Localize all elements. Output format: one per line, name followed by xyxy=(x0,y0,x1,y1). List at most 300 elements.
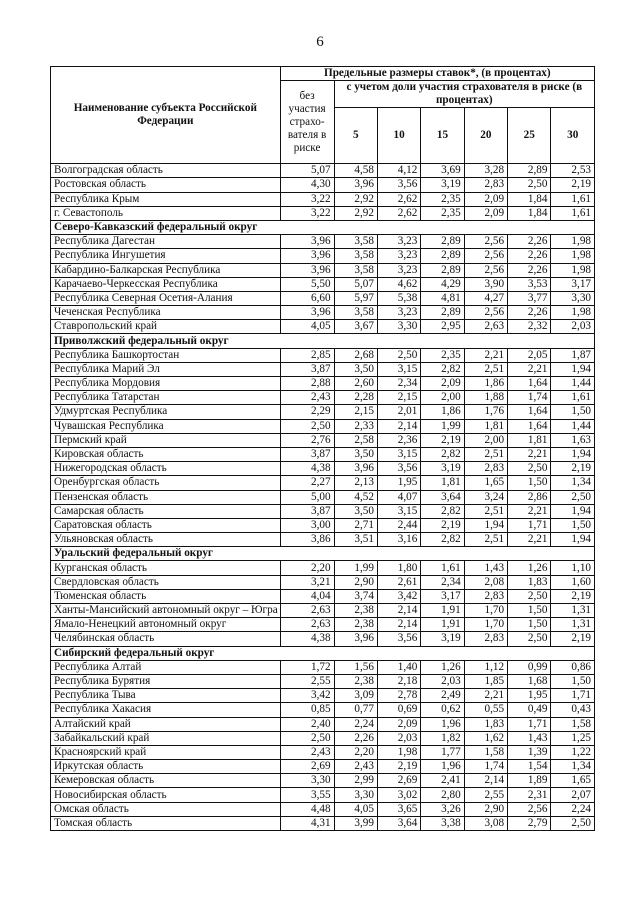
rate-share-30: 2,19 xyxy=(551,632,595,646)
rate-no-share: 2,43 xyxy=(280,745,334,759)
header-no-share: без участия страхо-вателя в риске xyxy=(280,81,334,164)
table-row xyxy=(51,703,595,717)
rate-share-20: 1,85 xyxy=(464,674,507,688)
rate-share-10: 3,64 xyxy=(377,816,420,830)
rate-share-15: 1,77 xyxy=(421,745,464,759)
rate-share-5: 2,13 xyxy=(334,476,377,490)
rate-share-5: 3,50 xyxy=(334,447,377,461)
rate-share-15: 2,35 xyxy=(421,206,464,220)
rate-share-20: 3,24 xyxy=(464,490,507,504)
subject-name: Томская область xyxy=(51,816,281,830)
subject-name: Республика Татарстан xyxy=(51,391,281,405)
rate-no-share: 3,86 xyxy=(280,533,334,547)
rate-share-15: 2,00 xyxy=(421,391,464,405)
rate-share-30: 1,98 xyxy=(551,249,595,263)
subject-name: Республика Тыва xyxy=(51,689,281,703)
district-row xyxy=(51,334,595,348)
subject-name: Ханты-Мансийский автономный округ – Югра xyxy=(51,604,281,618)
rate-no-share: 2,40 xyxy=(280,717,334,731)
table-row xyxy=(51,362,595,376)
rate-share-5: 1,99 xyxy=(334,561,377,575)
rate-share-10: 5,38 xyxy=(377,291,420,305)
rate-share-15: 1,91 xyxy=(421,604,464,618)
header-share-30: 30 xyxy=(551,108,595,164)
rate-no-share: 3,96 xyxy=(280,263,334,277)
rate-share-5: 2,33 xyxy=(334,419,377,433)
rate-share-15: 1,82 xyxy=(421,731,464,745)
rate-share-10: 2,34 xyxy=(377,377,420,391)
rate-share-20: 2,56 xyxy=(464,263,507,277)
rate-share-15: 3,19 xyxy=(421,178,464,192)
rate-share-20: 4,27 xyxy=(464,291,507,305)
subject-name: Омская область xyxy=(51,802,281,816)
subject-name: Республика Башкортостан xyxy=(51,348,281,362)
rate-share-30: 2,19 xyxy=(551,462,595,476)
rate-share-15: 2,82 xyxy=(421,533,464,547)
table-row xyxy=(51,263,595,277)
rate-share-10: 2,69 xyxy=(377,774,420,788)
rate-share-10: 3,15 xyxy=(377,504,420,518)
rate-share-15: 2,80 xyxy=(421,788,464,802)
rate-no-share: 5,50 xyxy=(280,277,334,291)
rate-no-share: 2,85 xyxy=(280,348,334,362)
rate-no-share: 2,43 xyxy=(280,391,334,405)
table-row xyxy=(51,760,595,774)
subject-name: Забайкальский край xyxy=(51,731,281,745)
table-row xyxy=(51,306,595,320)
rate-share-10: 2,19 xyxy=(377,760,420,774)
rate-no-share: 2,76 xyxy=(280,433,334,447)
rate-share-20: 1,76 xyxy=(464,405,507,419)
table-row xyxy=(51,689,595,703)
rate-share-10: 1,80 xyxy=(377,561,420,575)
rate-share-10: 1,98 xyxy=(377,745,420,759)
subject-name: Карачаево-Черкесская Республика xyxy=(51,277,281,291)
table-row xyxy=(51,320,595,334)
subject-name: Волгоградская область xyxy=(51,164,281,178)
rate-share-10: 3,65 xyxy=(377,802,420,816)
rate-share-20: 1,43 xyxy=(464,561,507,575)
district-row xyxy=(51,646,595,660)
rate-share-30: 1,44 xyxy=(551,377,595,391)
rate-no-share: 3,96 xyxy=(280,306,334,320)
rate-share-30: 1,50 xyxy=(551,674,595,688)
subject-name: Курганская область xyxy=(51,561,281,575)
rate-share-20: 2,21 xyxy=(464,689,507,703)
rate-share-20: 2,90 xyxy=(464,802,507,816)
rate-share-5: 2,20 xyxy=(334,745,377,759)
rate-share-10: 3,23 xyxy=(377,263,420,277)
rate-share-15: 2,82 xyxy=(421,504,464,518)
rate-share-15: 4,29 xyxy=(421,277,464,291)
rate-share-25: 2,89 xyxy=(508,164,551,178)
rates-table xyxy=(50,66,595,831)
table-row xyxy=(51,291,595,305)
subject-name: Саратовская область xyxy=(51,518,281,532)
rate-share-30: 1,60 xyxy=(551,575,595,589)
rate-share-10: 2,78 xyxy=(377,689,420,703)
rate-share-10: 4,62 xyxy=(377,277,420,291)
subject-name: Республика Марий Эл xyxy=(51,362,281,376)
district-name: Приволжский федеральный округ xyxy=(51,334,595,348)
rate-no-share: 2,27 xyxy=(280,476,334,490)
table-row xyxy=(51,462,595,476)
rate-share-5: 2,28 xyxy=(334,391,377,405)
rate-share-20: 2,51 xyxy=(464,533,507,547)
rate-share-5: 2,90 xyxy=(334,575,377,589)
rate-share-25: 0,99 xyxy=(508,660,551,674)
rate-share-25: 1,50 xyxy=(508,476,551,490)
rate-share-10: 3,23 xyxy=(377,235,420,249)
table-row xyxy=(51,206,595,220)
rate-share-30: 1,50 xyxy=(551,405,595,419)
rate-no-share: 4,04 xyxy=(280,589,334,603)
table-row xyxy=(51,235,595,249)
table-row xyxy=(51,589,595,603)
rate-no-share: 5,00 xyxy=(280,490,334,504)
rate-share-10: 3,15 xyxy=(377,362,420,376)
rate-share-20: 1,86 xyxy=(464,377,507,391)
table-row xyxy=(51,447,595,461)
rate-share-15: 2,89 xyxy=(421,263,464,277)
rate-share-10: 2,14 xyxy=(377,618,420,632)
rate-share-25: 1,71 xyxy=(508,518,551,532)
header-rates-group: Предельные размеры ставок*, (в процентах) xyxy=(280,67,594,81)
table-row xyxy=(51,249,595,263)
header-subject-name: Наименование субъекта Российской Федерации xyxy=(51,67,281,164)
table-row xyxy=(51,192,595,206)
district-row xyxy=(51,220,595,234)
table-row xyxy=(51,164,595,178)
rate-no-share: 3,22 xyxy=(280,192,334,206)
rate-no-share: 2,50 xyxy=(280,731,334,745)
rate-share-25: 1,71 xyxy=(508,717,551,731)
rate-share-20: 2,51 xyxy=(464,504,507,518)
rate-share-30: 1,50 xyxy=(551,518,595,532)
rate-share-10: 2,03 xyxy=(377,731,420,745)
rate-share-30: 1,98 xyxy=(551,306,595,320)
subject-name: Ямало-Ненецкий автономный округ xyxy=(51,618,281,632)
rate-share-25: 2,21 xyxy=(508,362,551,376)
rate-share-5: 2,38 xyxy=(334,674,377,688)
rate-share-25: 1,84 xyxy=(508,206,551,220)
table-row xyxy=(51,348,595,362)
rate-share-25: 2,79 xyxy=(508,816,551,830)
rate-share-25: 1,74 xyxy=(508,391,551,405)
rate-share-25: 2,50 xyxy=(508,462,551,476)
rate-share-10: 3,16 xyxy=(377,533,420,547)
rate-share-25: 2,32 xyxy=(508,320,551,334)
rate-share-30: 2,19 xyxy=(551,178,595,192)
subject-name: Ульяновская область xyxy=(51,533,281,547)
rate-share-30: 1,10 xyxy=(551,561,595,575)
table-row xyxy=(51,178,595,192)
header-share-5: 5 xyxy=(334,108,377,164)
rate-share-30: 2,24 xyxy=(551,802,595,816)
table-row xyxy=(51,618,595,632)
rate-share-30: 1,31 xyxy=(551,604,595,618)
rate-share-25: 2,50 xyxy=(508,589,551,603)
rate-share-15: 2,89 xyxy=(421,249,464,263)
rate-no-share: 5,07 xyxy=(280,164,334,178)
rate-share-25: 1,50 xyxy=(508,604,551,618)
rate-share-20: 3,08 xyxy=(464,816,507,830)
rate-share-10: 2,09 xyxy=(377,717,420,731)
rate-share-30: 1,98 xyxy=(551,263,595,277)
rate-share-5: 3,96 xyxy=(334,462,377,476)
rate-share-10: 3,56 xyxy=(377,462,420,476)
rate-share-25: 1,26 xyxy=(508,561,551,575)
rate-share-15: 4,81 xyxy=(421,291,464,305)
rate-share-20: 1,83 xyxy=(464,717,507,731)
rate-share-5: 2,68 xyxy=(334,348,377,362)
rate-no-share: 2,20 xyxy=(280,561,334,575)
rate-share-30: 3,30 xyxy=(551,291,595,305)
table-row xyxy=(51,518,595,532)
rate-no-share: 2,29 xyxy=(280,405,334,419)
rate-share-10: 2,18 xyxy=(377,674,420,688)
subject-name: Республика Северная Осетия-Алания xyxy=(51,291,281,305)
rate-share-20: 2,63 xyxy=(464,320,507,334)
rate-share-5: 2,24 xyxy=(334,717,377,731)
subject-name: Нижегородская область xyxy=(51,462,281,476)
rate-share-25: 2,26 xyxy=(508,263,551,277)
rate-share-10: 3,23 xyxy=(377,249,420,263)
rate-share-30: 1,61 xyxy=(551,391,595,405)
subject-name: Чувашская Республика xyxy=(51,419,281,433)
table-row xyxy=(51,490,595,504)
table-row xyxy=(51,660,595,674)
rate-share-25: 2,05 xyxy=(508,348,551,362)
rate-share-10: 3,23 xyxy=(377,306,420,320)
subject-name: Республика Хакасия xyxy=(51,703,281,717)
rate-share-10: 3,30 xyxy=(377,320,420,334)
subject-name: Оренбургская область xyxy=(51,476,281,490)
subject-name: Красноярский край xyxy=(51,745,281,759)
table-row xyxy=(51,533,595,547)
header-share-15: 15 xyxy=(421,108,464,164)
rate-share-30: 1,61 xyxy=(551,192,595,206)
rate-share-15: 0,62 xyxy=(421,703,464,717)
subject-name: Ставропольский край xyxy=(51,320,281,334)
rate-share-25: 2,26 xyxy=(508,249,551,263)
table-row xyxy=(51,419,595,433)
rate-share-30: 1,94 xyxy=(551,362,595,376)
subject-name: Удмуртская Республика xyxy=(51,405,281,419)
rate-share-15: 1,91 xyxy=(421,618,464,632)
rate-share-5: 1,56 xyxy=(334,660,377,674)
rate-share-30: 2,50 xyxy=(551,490,595,504)
rate-share-20: 2,56 xyxy=(464,235,507,249)
rate-share-25: 2,50 xyxy=(508,178,551,192)
header-share-25: 25 xyxy=(508,108,551,164)
table-row xyxy=(51,433,595,447)
rate-share-20: 2,83 xyxy=(464,589,507,603)
rate-share-25: 1,89 xyxy=(508,774,551,788)
rate-share-15: 3,38 xyxy=(421,816,464,830)
rate-no-share: 3,87 xyxy=(280,447,334,461)
subject-name: Кемеровская область xyxy=(51,774,281,788)
rate-no-share: 4,38 xyxy=(280,462,334,476)
rate-no-share: 2,50 xyxy=(280,419,334,433)
rate-share-25: 1,64 xyxy=(508,419,551,433)
rate-share-20: 1,88 xyxy=(464,391,507,405)
rate-share-10: 3,42 xyxy=(377,589,420,603)
rate-share-15: 2,82 xyxy=(421,447,464,461)
rate-share-15: 2,19 xyxy=(421,433,464,447)
rate-share-25: 2,21 xyxy=(508,533,551,547)
rate-share-25: 2,26 xyxy=(508,306,551,320)
rate-share-25: 1,43 xyxy=(508,731,551,745)
rate-share-5: 2,92 xyxy=(334,206,377,220)
rate-no-share: 3,22 xyxy=(280,206,334,220)
table-row xyxy=(51,632,595,646)
rate-share-10: 2,62 xyxy=(377,206,420,220)
subject-name: Республика Алтай xyxy=(51,660,281,674)
rate-share-30: 1,34 xyxy=(551,760,595,774)
district-name: Северо-Кавказский федеральный округ xyxy=(51,220,595,234)
table-row xyxy=(51,745,595,759)
rate-share-5: 2,99 xyxy=(334,774,377,788)
rate-share-15: 2,49 xyxy=(421,689,464,703)
subject-name: Пермский край xyxy=(51,433,281,447)
rate-share-10: 2,15 xyxy=(377,391,420,405)
rate-share-15: 1,81 xyxy=(421,476,464,490)
subject-name: Республика Мордовия xyxy=(51,377,281,391)
rate-share-20: 1,62 xyxy=(464,731,507,745)
rate-share-5: 3,96 xyxy=(334,178,377,192)
rate-share-30: 1,71 xyxy=(551,689,595,703)
table-row xyxy=(51,604,595,618)
rate-no-share: 3,55 xyxy=(280,788,334,802)
rate-share-30: 1,61 xyxy=(551,206,595,220)
rate-no-share: 3,00 xyxy=(280,518,334,532)
rate-no-share: 4,30 xyxy=(280,178,334,192)
rate-share-20: 1,12 xyxy=(464,660,507,674)
table-row xyxy=(51,476,595,490)
rate-share-25: 1,64 xyxy=(508,405,551,419)
rate-share-15: 3,69 xyxy=(421,164,464,178)
rate-share-25: 1,54 xyxy=(508,760,551,774)
rate-share-5: 3,09 xyxy=(334,689,377,703)
rate-share-5: 4,52 xyxy=(334,490,377,504)
rate-share-5: 5,07 xyxy=(334,277,377,291)
rate-share-10: 3,56 xyxy=(377,178,420,192)
rate-share-20: 1,94 xyxy=(464,518,507,532)
rate-share-20: 2,00 xyxy=(464,433,507,447)
rate-share-25: 1,95 xyxy=(508,689,551,703)
rate-share-10: 0,69 xyxy=(377,703,420,717)
subject-name: Кировская область xyxy=(51,447,281,461)
rate-no-share: 6,60 xyxy=(280,291,334,305)
rate-share-15: 1,99 xyxy=(421,419,464,433)
rate-share-10: 1,95 xyxy=(377,476,420,490)
rate-no-share: 2,63 xyxy=(280,618,334,632)
rate-share-15: 2,89 xyxy=(421,306,464,320)
rate-share-10: 3,02 xyxy=(377,788,420,802)
rate-share-15: 1,61 xyxy=(421,561,464,575)
subject-name: Республика Бурятия xyxy=(51,674,281,688)
rate-share-15: 2,34 xyxy=(421,575,464,589)
rate-share-30: 0,86 xyxy=(551,660,595,674)
rate-share-20: 2,08 xyxy=(464,575,507,589)
rate-share-25: 3,77 xyxy=(508,291,551,305)
header-share-20: 20 xyxy=(464,108,507,164)
rate-no-share: 1,72 xyxy=(280,660,334,674)
rate-no-share: 4,05 xyxy=(280,320,334,334)
rate-share-30: 1,94 xyxy=(551,504,595,518)
rate-share-5: 3,51 xyxy=(334,533,377,547)
rate-share-5: 3,74 xyxy=(334,589,377,603)
rate-no-share: 3,30 xyxy=(280,774,334,788)
subject-name: Пензенская область xyxy=(51,490,281,504)
rate-share-15: 2,41 xyxy=(421,774,464,788)
rate-share-25: 3,53 xyxy=(508,277,551,291)
subject-name: Самарская область xyxy=(51,504,281,518)
table-row xyxy=(51,277,595,291)
rate-share-20: 2,09 xyxy=(464,192,507,206)
rate-share-20: 2,51 xyxy=(464,362,507,376)
rate-share-10: 2,44 xyxy=(377,518,420,532)
subject-name: Республика Дагестан xyxy=(51,235,281,249)
rate-share-5: 3,99 xyxy=(334,816,377,830)
subject-name: Новосибирская область xyxy=(51,788,281,802)
rate-share-20: 3,28 xyxy=(464,164,507,178)
subject-name: Ростовская область xyxy=(51,178,281,192)
rate-share-20: 2,83 xyxy=(464,462,507,476)
rate-no-share: 3,87 xyxy=(280,504,334,518)
rate-share-10: 2,14 xyxy=(377,604,420,618)
rate-share-15: 2,82 xyxy=(421,362,464,376)
rate-share-5: 2,15 xyxy=(334,405,377,419)
rate-share-25: 1,84 xyxy=(508,192,551,206)
rate-share-30: 1,25 xyxy=(551,731,595,745)
rate-share-20: 3,90 xyxy=(464,277,507,291)
rate-share-5: 5,97 xyxy=(334,291,377,305)
rate-share-25: 2,86 xyxy=(508,490,551,504)
rate-share-20: 2,14 xyxy=(464,774,507,788)
rate-share-15: 1,86 xyxy=(421,405,464,419)
header-share-10: 10 xyxy=(377,108,420,164)
rate-share-15: 1,26 xyxy=(421,660,464,674)
rate-share-25: 1,81 xyxy=(508,433,551,447)
rate-share-20: 1,70 xyxy=(464,618,507,632)
rate-share-30: 0,43 xyxy=(551,703,595,717)
rate-share-20: 2,83 xyxy=(464,632,507,646)
rate-no-share: 2,63 xyxy=(280,604,334,618)
subject-name: Алтайский край xyxy=(51,717,281,731)
rate-share-20: 2,56 xyxy=(464,306,507,320)
table-row xyxy=(51,717,595,731)
rate-share-25: 2,31 xyxy=(508,788,551,802)
table-row xyxy=(51,774,595,788)
subject-name: Республика Ингушетия xyxy=(51,249,281,263)
rate-no-share: 3,42 xyxy=(280,689,334,703)
rate-share-25: 2,50 xyxy=(508,632,551,646)
rate-share-20: 1,81 xyxy=(464,419,507,433)
rate-no-share: 2,69 xyxy=(280,760,334,774)
rate-share-30: 1,22 xyxy=(551,745,595,759)
table-row xyxy=(51,575,595,589)
rate-share-20: 2,51 xyxy=(464,447,507,461)
rate-share-10: 2,62 xyxy=(377,192,420,206)
rate-share-10: 1,40 xyxy=(377,660,420,674)
rate-share-5: 3,58 xyxy=(334,263,377,277)
rate-share-30: 1,34 xyxy=(551,476,595,490)
rate-no-share: 4,48 xyxy=(280,802,334,816)
rate-share-30: 2,19 xyxy=(551,589,595,603)
rate-no-share: 3,96 xyxy=(280,235,334,249)
